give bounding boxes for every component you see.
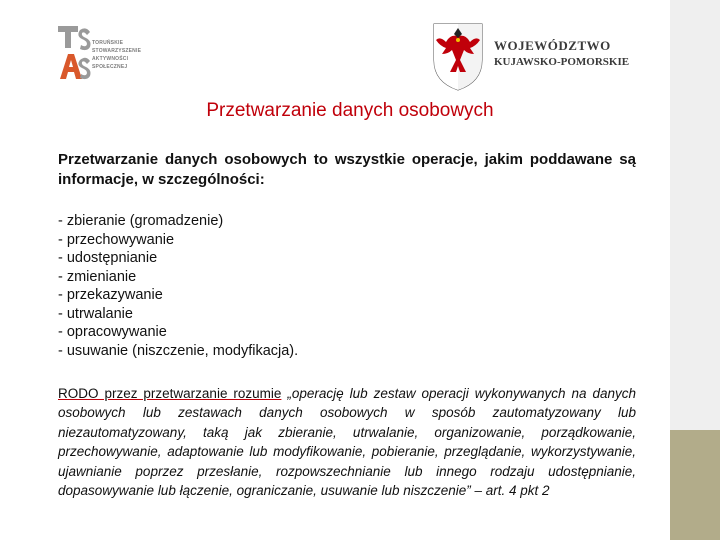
tsas-logo-mark (56, 24, 92, 82)
tsas-logo (56, 24, 166, 82)
wojewodztwo-line-1: WOJEWÓDZTWO (494, 38, 611, 53)
page-title: Przetwarzanie danych osobowych (206, 100, 494, 121)
wojewodztwo-line-2: KUJAWSKO-POMORSKIE (494, 56, 630, 68)
intro-paragraph: Przetwarzanie danych osobowych to wszystkie operacje, jakim poddawane są informacje, w szczególności: (58, 151, 636, 188)
tsas-line-4: SPOŁECZNEJ (92, 64, 128, 70)
rodo-lead: RODO przez przetwarzanie rozumie (58, 386, 282, 401)
tsas-line-1: TORUŃSKIE (92, 40, 124, 46)
operations-list (58, 212, 618, 360)
sidebar-accent (670, 430, 720, 540)
wojewodztwo-logo (426, 20, 648, 92)
list-item: - udostępnianie (58, 250, 158, 266)
rodo-definition (58, 384, 636, 500)
list-item: - zmienianie (58, 268, 137, 285)
list-item: - opracowywanie (58, 324, 167, 340)
list-item: - przechowywanie (58, 231, 175, 248)
tsas-line-3: AKTYWNOŚCI (92, 56, 129, 62)
coat-of-arms-icon (428, 20, 488, 92)
wojewodztwo-text (494, 38, 629, 68)
list-item: - zbieranie (gromadzenie) (58, 213, 224, 229)
list-item: - usuwanie (niszczenie, modyfikacja). (58, 342, 299, 359)
tsas-line-2: STOWARZYSZENIE (92, 48, 142, 54)
list-item: - przekazywanie (58, 287, 163, 303)
rodo-text: „operację lub zestaw operacji wykonywanych na danych osobowych lub zestawach danych osobowych w sposób zautomatyzowany lub niezautomatyzowany, taką jak zbieranie, utrwalanie, organizowanie, porządkowanie, przechowywanie, adaptowanie lub modyfikowanie, pobieranie, przeglądanie, wykorzystywanie, ujawnianie poprzez przesłanie, rozpowszechnianie lub innego rodzaju udostępnianie, dopasowywanie lub łączenie, ograniczanie, usuwanie lub niszczenie” – art. 4 pkt 2 (58, 386, 636, 499)
list-item: - utrwalanie (58, 305, 133, 322)
